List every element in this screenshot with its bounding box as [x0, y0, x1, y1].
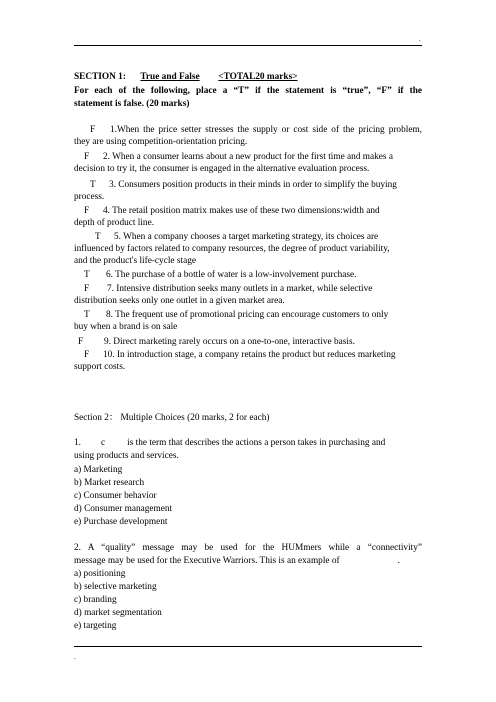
tf-item-4-line-1	[84, 206, 432, 217]
footer-mark: .	[74, 653, 76, 661]
tf-item-7-line-1	[84, 284, 432, 295]
tf-item-5-line-3: and the product's life-cycle stage	[74, 256, 196, 266]
footer-rule	[74, 646, 422, 647]
tf-item-9-answer: F	[78, 337, 84, 347]
mc-question-1-option-e: e) Purchase development	[74, 517, 168, 527]
tf-item-3-answer: T	[90, 180, 96, 190]
mc-question-2-option-e: e) targeting	[74, 621, 117, 631]
section2-heading: Section 2： Multiple Choices (20 marks, 2 for each)	[74, 413, 270, 423]
tf-item-3-line-1	[90, 180, 438, 191]
mc-question-2-number: 2.	[74, 543, 81, 553]
tf-item-7-text: 7. Intensive distribution seeks many outlets in a market, while selective	[107, 284, 373, 294]
mc-question-2-stem-1: A “quality” message may be used for the HUMmers while a “connectivity”	[87, 543, 423, 553]
mc-question-1-option-a: a) Marketing	[74, 465, 123, 475]
mc-question-1-option-b: b) Market research	[74, 478, 145, 488]
header-rule	[74, 45, 422, 46]
tf-item-8-answer: T	[84, 310, 90, 320]
mc-question-2-line-1	[74, 543, 422, 554]
mc-question-2-stem-2: message may be used for the Executive Warriors. This is an example of	[74, 556, 340, 566]
tf-item-1-line-2: they are using competition-orientation pricing.	[74, 137, 248, 147]
mc-question-2-stem-end: .	[397, 556, 400, 566]
mc-question-1-option-d: d) Consumer management	[74, 504, 173, 514]
tf-item-6-text: 6. The purchase of a bottle of water is a low-involvement purchase.	[106, 270, 357, 280]
mc-question-2-option-b: b) selective marketing	[74, 582, 157, 592]
tf-item-3-line-2: process.	[74, 192, 105, 202]
mc-question-2-option-c: c) branding	[74, 595, 117, 605]
section1-heading	[74, 72, 422, 83]
mc-question-2-option-d: d) market segmentation	[74, 608, 162, 618]
tf-item-5-line-2: influenced by factors related to company resources, the degree of product variability,	[74, 244, 390, 254]
mc-question-1-line-2: using products and services.	[74, 451, 179, 461]
tf-item-2-line-1	[84, 152, 432, 163]
tf-item-4-answer: F	[84, 206, 90, 216]
mc-question-1-line-1	[74, 438, 422, 449]
tf-item-6-line-1	[84, 270, 432, 281]
tf-item-8-line-2: buy when a brand is on sale	[74, 322, 178, 332]
tf-item-2-text: 2. When a consumer learns about a new product for the first time and makes a	[103, 152, 394, 162]
section1-instruction-line1: For each of the following, place a “T” if the statement is “true”, “F” if the	[74, 86, 422, 96]
tf-item-2-line-2: decision to try it, the consumer is engaged in the alternative evaluation process.	[74, 164, 370, 174]
tf-item-1-answer: F	[90, 125, 96, 135]
tf-item-10-line-1	[84, 350, 432, 361]
tf-item-1-text: 1.When the price setter stresses the supply or cost side of the pricing problem,	[110, 125, 422, 135]
tf-item-1-line-1	[90, 125, 422, 136]
tf-item-10-answer: F	[84, 350, 90, 360]
mc-question-1-answer: c	[100, 438, 106, 448]
section1-heading-prefix: SECTION 1:	[74, 72, 129, 82]
mc-question-1-number: 1.	[74, 438, 81, 448]
mc-question-1-option-c: c) Consumer behavior	[74, 491, 157, 501]
tf-item-9-line-1	[78, 337, 426, 348]
section1-heading-title: True and False	[140, 72, 200, 82]
tf-item-6-answer: T	[84, 270, 90, 280]
mc-question-2-option-a: a) positioning	[74, 569, 126, 579]
tf-item-2-answer: F	[84, 152, 90, 162]
mc-question-1-stem: is the term that describes the actions a person takes in purchasing and	[127, 438, 386, 448]
tf-item-8-text: 8. The frequent use of promotional pricing can encourage customers to only	[106, 310, 389, 320]
tf-item-10-line-2: support costs.	[74, 362, 126, 372]
tf-item-5-answer: T	[95, 232, 101, 242]
tf-item-10-text: 10. In introduction stage, a company retains the product but reduces marketing	[103, 350, 396, 360]
tf-item-4-line-2: depth of product line.	[74, 218, 155, 228]
section1-heading-total: <TOTAL20 marks>	[218, 72, 298, 82]
tf-item-5-line-1	[95, 232, 443, 243]
tf-item-4-text: 4. The retail position matrix makes use of these two dimensions:width and	[103, 206, 380, 216]
tf-item-5-text: 5. When a company chooses a target marketing strategy, its choices are	[114, 232, 379, 242]
section1-instruction-line2: statement is false. (20 marks)	[74, 99, 190, 109]
tf-item-7-line-2: distribution seeks only one outlet in a given market area.	[74, 296, 285, 306]
tf-item-3-text: 3. Consumers position products in their minds in order to simplify the buying	[109, 180, 397, 190]
tf-item-9-text: 9. Direct marketing rarely occurs on a one-to-one, interactive basis.	[104, 337, 355, 347]
tf-item-8-line-1	[84, 310, 432, 321]
tf-item-7-answer: F	[84, 284, 90, 294]
header-mark: .	[419, 35, 421, 43]
mc-question-2-line-2	[74, 556, 422, 567]
